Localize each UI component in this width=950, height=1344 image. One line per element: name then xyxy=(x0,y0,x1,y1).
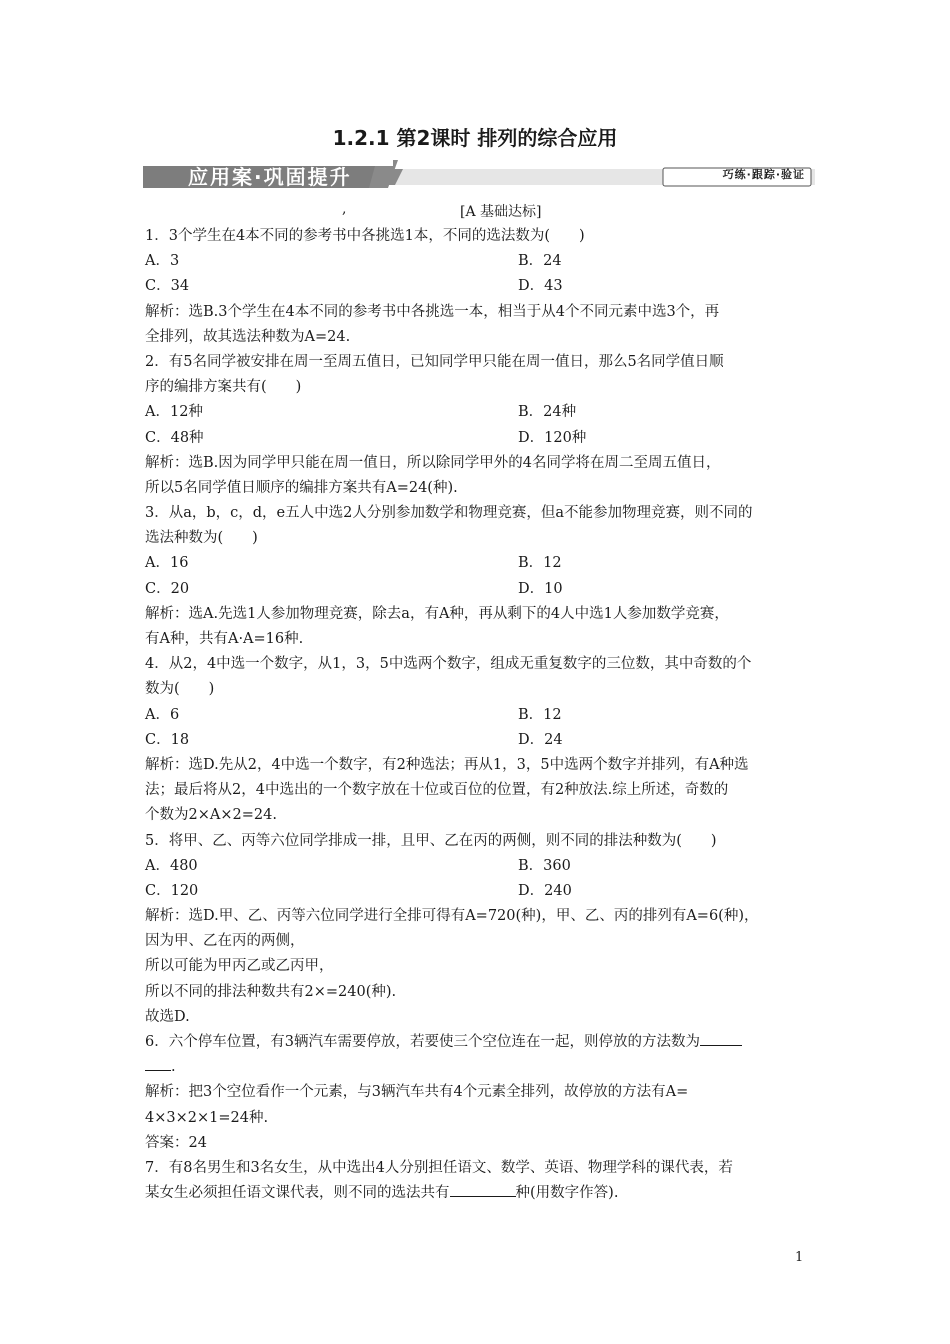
q6-stem-text: 6．六个停车位置，有3辆汽车需要停放，若要使三个空位连在一起，则停放的方法数为 xyxy=(145,1034,700,1050)
q5-solution-line: 解析：选D.甲、乙、丙等六位同学进行全排可得有A=720(种)，甲、乙、丙的排列有A=6(种)， xyxy=(145,908,759,925)
q2-options-row1 xyxy=(145,400,815,425)
q4-solution-line: 解析：选D.先从2，4中选一个数字，有2种选法；再从1，3，5中选两个数字并排列，有A种选 xyxy=(145,756,749,773)
q3-options-row1 xyxy=(145,551,815,576)
q3-option-c: C．20 xyxy=(145,580,190,597)
q3-stem-line: 3．从a，b，c，d，e五人中选2人分别参加数学和物理竞赛，但a不能参加物理竞赛，则不同的 xyxy=(145,505,753,522)
q6-answer: 答案：24 xyxy=(145,1134,207,1151)
q5-solution-line: 所以可能为甲丙乙或乙丙甲， xyxy=(145,958,334,975)
q7-stem-line xyxy=(145,1181,815,1206)
q7-stem-pre: 某女生必须担任语文课代表，则不同的选法共有 xyxy=(145,1185,450,1202)
q7-answer-blank xyxy=(450,1182,516,1197)
q6-answer-blank xyxy=(700,1031,742,1046)
q3-solution-line: 有A种，共有A·A=16种. xyxy=(145,631,304,647)
q7-stem-post: 种(用数字作答). xyxy=(515,1185,619,1202)
q4-stem-line: 数为( ) xyxy=(145,681,215,698)
q1-option-b: B．24 xyxy=(518,253,562,270)
q5-stem: 5．将甲、乙、丙等六位同学排成一排，且甲、乙在丙的两侧，则不同的排法种数为( ) xyxy=(145,832,717,849)
q5-solution-line: 故选D. xyxy=(145,1008,190,1025)
question-list xyxy=(145,224,815,1206)
q6-solution-line: 4×3×2×1=24种. xyxy=(145,1109,269,1126)
q1-options-row2 xyxy=(145,274,815,299)
page-title: 1.2.1 第2课时 排列的综合应用 xyxy=(332,126,618,150)
q1-solution-line: 全排列，故其选法种数为A=24. xyxy=(145,328,351,345)
q6-stem-line xyxy=(145,1030,815,1055)
section-comma: , xyxy=(342,201,347,217)
q1-option-a: A．3 xyxy=(145,253,180,270)
q1-solution-line: 解析：选B.3个学生在4本不同的参考书中各挑选一本，相当于从4个不同元素中选3个，再 xyxy=(145,303,720,320)
q4-option-c: C．18 xyxy=(145,731,190,748)
q5-option-a: A．480 xyxy=(145,857,198,874)
q3-options-row2 xyxy=(145,577,815,602)
q2-option-b: B．24种 xyxy=(518,404,577,421)
q4-stem-line: 4．从2，4中选一个数字，从1，3，5中选两个数字，组成无重复数字的三位数，其中奇数的个 xyxy=(145,656,752,673)
q3-option-d: D．10 xyxy=(518,580,563,597)
q2-option-c: C．48种 xyxy=(145,429,204,446)
q2-option-d: D．120种 xyxy=(518,429,587,446)
q5-options-row1 xyxy=(145,854,815,879)
page-number: 1 xyxy=(795,1250,804,1265)
q6-answer-blank-cont xyxy=(145,1056,171,1071)
q1-options-row1 xyxy=(145,249,815,274)
banner-title: 应用案·巩固提升 xyxy=(188,165,352,189)
q5-solution-line: 因为甲、乙在丙的两侧， xyxy=(145,933,305,950)
q4-option-b: B．12 xyxy=(518,706,562,723)
q5-option-d: D．240 xyxy=(518,882,572,899)
q5-options-row2 xyxy=(145,879,815,904)
q3-solution-line: 解析：选A.先选1人参加物理竞赛，除去a，有A种，再从剩下的4人中选1人参加数学竞赛， xyxy=(145,605,729,622)
q2-option-a: A．12种 xyxy=(145,404,203,421)
section-banner xyxy=(143,160,815,188)
q5-option-b: B．360 xyxy=(518,857,571,874)
section-label: [A 基础达标] xyxy=(460,204,542,220)
q6-stem-end: . xyxy=(171,1059,176,1076)
q2-stem-line: 序的编排方案共有( ) xyxy=(145,379,302,396)
q2-solution-line: 所以5名同学值日顺序的编排方案共有A=24(种). xyxy=(145,479,458,496)
q4-solution-line: 法；最后将从2，4中选出的一个数字放在十位或百位的位置，有2种放法.综上所述，奇数的 xyxy=(145,782,729,799)
q4-option-d: D．24 xyxy=(518,731,563,748)
banner-tag: 巧练·跟踪·验证 xyxy=(722,168,805,181)
q4-option-a: A．6 xyxy=(145,706,180,723)
q4-options-row2 xyxy=(145,728,815,753)
q5-solution-line: 所以不同的排法种数共有2×=240(种). xyxy=(145,983,397,1000)
q7-stem-line: 7．有8名男生和3名女生，从中选出4人分别担任语文、数学、英语、物理学科的课代表，若 xyxy=(145,1159,733,1176)
q2-options-row2 xyxy=(145,426,815,451)
q4-solution-line: 个数为2×A×2=24. xyxy=(145,807,277,824)
q1-option-d: D．43 xyxy=(518,278,563,295)
q3-option-a: A．16 xyxy=(145,555,189,572)
q2-stem-line: 2．有5名同学被安排在周一至周五值日，已知同学甲只能在周一值日，那么5名同学值日顺 xyxy=(145,353,724,370)
q6-solution-line: 解析：把3个空位看作一个元素，与3辆汽车共有4个元素全排列，故停放的方法有A= xyxy=(145,1084,689,1101)
q1-stem: 1．3个学生在4本不同的参考书中各挑选1本，不同的选法数为( ) xyxy=(145,228,585,244)
q6-stem-line xyxy=(145,1055,815,1080)
q1-option-c: C．34 xyxy=(145,278,190,295)
q4-options-row1 xyxy=(145,703,815,728)
q3-stem-line: 选法种数为( ) xyxy=(145,530,258,547)
q2-solution-line: 解析：选B.因为同学甲只能在周一值日，所以除同学甲外的4名同学将在周二至周五值日， xyxy=(145,454,721,471)
q5-option-c: C．120 xyxy=(145,882,199,899)
q3-option-b: B．12 xyxy=(518,555,562,572)
